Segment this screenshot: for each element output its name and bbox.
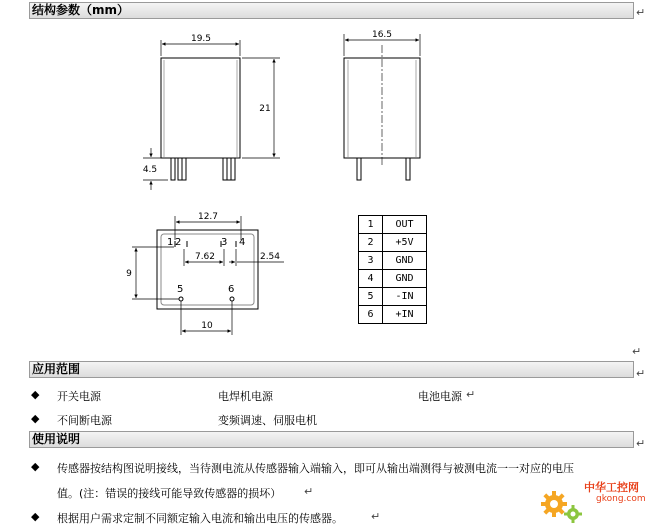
application-item: 变频调速、伺服电机	[218, 414, 317, 427]
watermark-title: 中华工控网	[584, 481, 639, 494]
pin-number: 2	[359, 234, 383, 252]
paragraph-mark: ↵	[304, 485, 314, 498]
dim-side-width: 16.5	[371, 30, 393, 40]
pin-label-6: 6	[228, 284, 235, 295]
table-row	[359, 306, 427, 324]
pin-label-2: 2	[175, 237, 182, 248]
bullet-icon: ◆	[31, 460, 40, 473]
dim-pin-offset: 2.54	[259, 252, 281, 262]
dim-body-depth: 9	[126, 269, 132, 279]
front-view	[143, 40, 280, 190]
application-item: 电焊机电源	[218, 390, 273, 403]
pin-number: 5	[359, 288, 383, 306]
pin-label-4: 4	[239, 237, 246, 248]
table-row	[359, 234, 427, 252]
bullet-icon: ◆	[31, 412, 40, 425]
pin-signal: OUT	[383, 216, 427, 234]
paragraph-mark: ↵	[371, 510, 381, 523]
dim-front-width: 19.5	[190, 34, 212, 44]
dim-pin-span: 12.7	[197, 212, 219, 222]
dim-lower-pitch: 10	[201, 321, 213, 331]
pin-signal: +IN	[383, 306, 427, 324]
dim-pin-length: 4.5	[142, 165, 158, 175]
pin-signal: -IN	[383, 288, 427, 306]
pin-number: 4	[359, 270, 383, 288]
dim-height: 21	[259, 104, 271, 114]
paragraph-mark: ↵	[636, 367, 646, 380]
pin-signal: GND	[383, 252, 427, 270]
side-view	[344, 34, 420, 180]
table-row	[359, 216, 427, 234]
pin-number: 3	[359, 252, 383, 270]
bullet-icon: ◆	[31, 510, 40, 523]
paragraph-mark: ↵	[636, 6, 646, 19]
usage-section-header: 使用说明	[29, 431, 634, 448]
dim-pin-pitch: 7.62	[194, 252, 216, 262]
paragraph-mark: ↵	[636, 437, 646, 450]
pin-label-3: 3	[221, 237, 228, 248]
pin-number: 1	[359, 216, 383, 234]
pin-label-5: 5	[177, 284, 184, 295]
usage-note: 传感器按结构图说明接线，当待测电流从传感器输入端输入，即可从输出端测得与被测电流一一对应的电压	[57, 462, 574, 475]
usage-note: 根据用户需求定制不同额定输入电流和输出电压的传感器。	[57, 512, 343, 525]
bullet-icon: ◆	[31, 388, 40, 401]
bottom-view	[132, 216, 284, 335]
application-item: 开关电源	[57, 390, 101, 403]
table-row	[359, 252, 427, 270]
paragraph-mark: ↵	[632, 345, 642, 358]
pin-table	[358, 215, 427, 324]
paragraph-mark: ↵	[466, 388, 476, 401]
table-row	[359, 270, 427, 288]
pin-signal: +5V	[383, 234, 427, 252]
pin-number: 6	[359, 306, 383, 324]
usage-note: 值。(注：错误的接线可能导致传感器的损坏）	[57, 487, 282, 500]
structure-section-header: 结构参数（mm）	[29, 2, 634, 19]
table-row	[359, 288, 427, 306]
pin-label-1: 1	[167, 237, 174, 248]
watermark-url: gkong.com	[596, 494, 646, 504]
pin-signal: GND	[383, 270, 427, 288]
application-item: 不间断电源	[57, 414, 112, 427]
application-item: 电池电源	[418, 390, 462, 403]
application-section-header: 应用范围	[29, 361, 634, 378]
